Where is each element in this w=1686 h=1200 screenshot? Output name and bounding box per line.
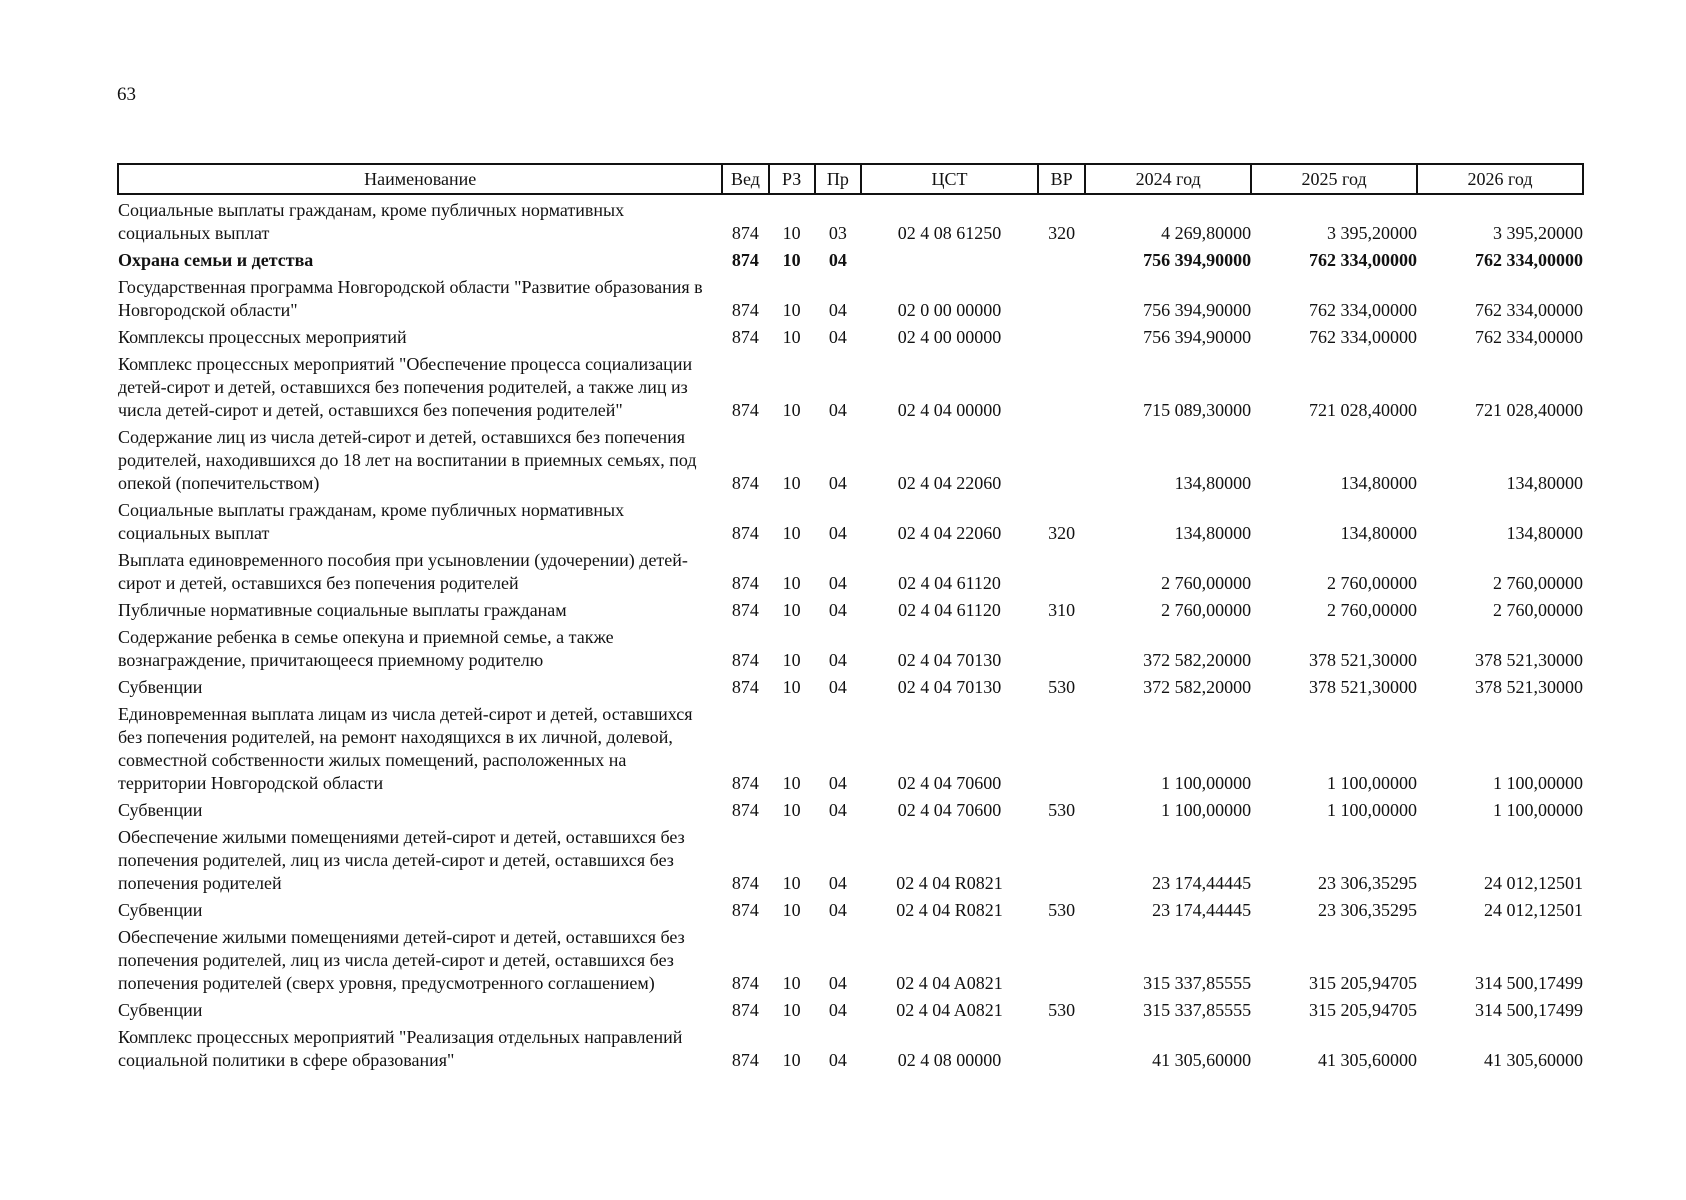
row-cst bbox=[861, 245, 1038, 272]
row-value-2026: 378 521,30000 bbox=[1475, 650, 1583, 670]
row-value-2025: 378 521,30000 bbox=[1309, 650, 1418, 670]
row-value-2025: 2 760,00000 bbox=[1327, 600, 1418, 620]
row-cst: 02 4 04 61120 bbox=[898, 600, 1001, 620]
row-rz: 10 bbox=[782, 573, 801, 593]
row-value-2025: 315 205,94705 bbox=[1309, 973, 1418, 993]
row-rz: 10 bbox=[782, 523, 801, 543]
row-value-2026: 24 012,12501 bbox=[1484, 873, 1583, 893]
row-value-2026: 721 028,40000 bbox=[1475, 400, 1583, 420]
row-rz: 10 bbox=[782, 250, 801, 270]
row-cst: 02 4 04 R0821 bbox=[896, 900, 1003, 920]
row-value-2024: 41 305,60000 bbox=[1152, 1050, 1252, 1070]
row-ved: 874 bbox=[731, 400, 759, 420]
row-rz: 10 bbox=[782, 873, 801, 893]
row-pr: 04 bbox=[828, 473, 847, 493]
row-ved: 874 bbox=[731, 327, 759, 347]
row-cst: 02 4 00 00000 bbox=[897, 327, 1002, 347]
table-row bbox=[118, 495, 1583, 545]
row-ved: 874 bbox=[731, 600, 759, 620]
header-rz: РЗ bbox=[769, 164, 815, 194]
row-name: Обеспечение жилыми помещениями детей-сирот и детей, оставшихся без попечения родителей, лиц из числа детей-сирот и детей, оставшихся без попечения родителей bbox=[118, 827, 685, 893]
row-value-2026: 134,80000 bbox=[1506, 473, 1583, 493]
row-pr: 04 bbox=[828, 1050, 847, 1070]
row-ved: 874 bbox=[731, 223, 759, 243]
table-body bbox=[118, 194, 1583, 1072]
row-rz: 10 bbox=[782, 400, 801, 420]
table-row bbox=[118, 795, 1583, 822]
row-value-2025: 134,80000 bbox=[1340, 473, 1418, 493]
header-2024: 2024 год bbox=[1085, 164, 1251, 194]
row-pr: 04 bbox=[828, 1000, 847, 1020]
row-cst: 02 4 04 A0821 bbox=[896, 973, 1003, 993]
table-row bbox=[118, 194, 1583, 245]
row-name: Комплекс процессных мероприятий "Реализация отдельных направлений социальной политики в сфере образования" bbox=[118, 1027, 683, 1070]
row-value-2026: 41 305,60000 bbox=[1484, 1050, 1583, 1070]
table-row bbox=[118, 1022, 1583, 1072]
row-pr: 04 bbox=[828, 327, 847, 347]
row-value-2024: 134,80000 bbox=[1174, 473, 1252, 493]
row-vr: 320 bbox=[1048, 223, 1076, 243]
row-rz: 10 bbox=[782, 473, 801, 493]
row-rz: 10 bbox=[782, 800, 801, 820]
row-value-2026: 378 521,30000 bbox=[1475, 677, 1583, 697]
row-name: Содержание ребенка в семье опекуна и приемной семье, а также вознаграждение, причитающееся приемному родителю bbox=[118, 627, 614, 670]
row-name: Комплексы процессных мероприятий bbox=[118, 327, 407, 347]
table-row bbox=[118, 699, 1583, 795]
page-number: 63 bbox=[117, 84, 136, 105]
row-value-2024: 134,80000 bbox=[1174, 523, 1252, 543]
row-vr: 310 bbox=[1048, 600, 1076, 620]
table-row bbox=[118, 922, 1583, 995]
table-row bbox=[118, 622, 1583, 672]
row-ved: 874 bbox=[731, 800, 759, 820]
row-name: Социальные выплаты гражданам, кроме публичных нормативных социальных выплат bbox=[118, 200, 625, 243]
row-name: Государственная программа Новгородской области "Развитие образования в Новгородской области" bbox=[118, 277, 703, 320]
row-value-2025: 3 395,20000 bbox=[1327, 223, 1418, 243]
row-cst: 02 4 04 70130 bbox=[897, 677, 1002, 697]
table-row bbox=[118, 595, 1583, 622]
row-ved: 874 bbox=[731, 523, 759, 543]
row-ved: 874 bbox=[731, 473, 759, 493]
row-cst: 02 4 04 70600 bbox=[897, 800, 1002, 820]
row-value-2024: 372 582,20000 bbox=[1143, 650, 1252, 670]
row-pr: 04 bbox=[828, 573, 847, 593]
row-rz: 10 bbox=[782, 1050, 801, 1070]
row-value-2024: 315 337,85555 bbox=[1143, 1000, 1252, 1020]
row-value-2026: 1 100,00000 bbox=[1493, 800, 1583, 820]
row-vr bbox=[1038, 322, 1085, 349]
table-row bbox=[118, 822, 1583, 895]
row-name: Выплата единовременного пособия при усыновлении (удочерении) детей-сирот и детей, оставшихся без попечения родителей bbox=[118, 550, 688, 593]
row-cst: 02 4 08 61250 bbox=[897, 223, 1002, 243]
row-cst: 02 4 04 61120 bbox=[898, 573, 1001, 593]
row-rz: 10 bbox=[782, 300, 801, 320]
row-ved: 874 bbox=[731, 873, 759, 893]
row-vr bbox=[1038, 422, 1085, 495]
row-cst: 02 4 04 70600 bbox=[897, 773, 1002, 793]
row-cst: 02 4 04 22060 bbox=[897, 473, 1002, 493]
table-row bbox=[118, 895, 1583, 922]
table-row bbox=[118, 245, 1583, 272]
row-value-2026: 2 760,00000 bbox=[1493, 573, 1583, 593]
row-ved: 874 bbox=[731, 250, 759, 270]
header-cst: ЦСТ bbox=[861, 164, 1038, 194]
row-vr: 530 bbox=[1048, 1000, 1076, 1020]
row-value-2025: 378 521,30000 bbox=[1309, 677, 1418, 697]
header-vr: ВР bbox=[1038, 164, 1085, 194]
row-pr: 04 bbox=[828, 650, 847, 670]
row-value-2026: 314 500,17499 bbox=[1475, 973, 1583, 993]
row-vr bbox=[1038, 699, 1085, 795]
row-value-2026: 1 100,00000 bbox=[1493, 773, 1583, 793]
row-value-2026: 314 500,17499 bbox=[1475, 1000, 1583, 1020]
row-pr: 03 bbox=[828, 223, 847, 243]
row-name: Содержание лиц из числа детей-сирот и детей, оставшихся без попечения родителей, находившихся до 18 лет на воспитании в приемных семьях, под опекой (попечительством) bbox=[118, 427, 697, 493]
row-rz: 10 bbox=[782, 677, 801, 697]
row-rz: 10 bbox=[782, 223, 801, 243]
row-name: Комплекс процессных мероприятий "Обеспечение процесса социализации детей-сирот и детей, оставшихся без попечения родителей, а также лиц из числа детей-сирот и детей, оставшихся без попечения родителей" bbox=[118, 354, 693, 420]
row-name: Субвенции bbox=[118, 1000, 203, 1020]
row-cst: 02 4 04 22060 bbox=[897, 523, 1002, 543]
row-pr: 04 bbox=[828, 900, 847, 920]
row-value-2024: 2 760,00000 bbox=[1161, 600, 1252, 620]
row-pr: 04 bbox=[828, 523, 847, 543]
row-value-2025: 1 100,00000 bbox=[1327, 800, 1418, 820]
row-value-2026: 762 334,00000 bbox=[1475, 327, 1583, 347]
row-pr: 04 bbox=[828, 300, 847, 320]
header-pr: Пр bbox=[815, 164, 861, 194]
row-vr bbox=[1038, 545, 1085, 595]
row-rz: 10 bbox=[782, 973, 801, 993]
row-cst: 02 4 04 00000 bbox=[897, 400, 1002, 420]
row-value-2024: 1 100,00000 bbox=[1161, 800, 1252, 820]
row-cst: 02 0 00 00000 bbox=[897, 300, 1002, 320]
row-ved: 874 bbox=[731, 1000, 759, 1020]
row-ved: 874 bbox=[731, 900, 759, 920]
row-value-2025: 134,80000 bbox=[1340, 523, 1418, 543]
row-vr bbox=[1038, 349, 1085, 422]
row-rz: 10 bbox=[782, 1000, 801, 1020]
table-row bbox=[118, 672, 1583, 699]
row-ved: 874 bbox=[731, 573, 759, 593]
row-value-2024: 715 089,30000 bbox=[1143, 400, 1252, 420]
row-pr: 04 bbox=[828, 773, 847, 793]
row-name: Публичные нормативные социальные выплаты гражданам bbox=[118, 600, 567, 620]
row-rz: 10 bbox=[782, 773, 801, 793]
row-value-2025: 315 205,94705 bbox=[1309, 1000, 1418, 1020]
row-pr: 04 bbox=[828, 600, 847, 620]
row-vr: 320 bbox=[1048, 523, 1076, 543]
row-value-2025: 23 306,35295 bbox=[1318, 900, 1418, 920]
row-ved: 874 bbox=[731, 1050, 759, 1070]
row-vr: 530 bbox=[1048, 800, 1076, 820]
row-ved: 874 bbox=[731, 677, 759, 697]
row-cst: 02 4 04 A0821 bbox=[896, 1000, 1003, 1020]
row-value-2025: 762 334,00000 bbox=[1309, 250, 1418, 270]
row-value-2024: 2 760,00000 bbox=[1161, 573, 1252, 593]
table-row bbox=[118, 322, 1583, 349]
row-value-2026: 2 760,00000 bbox=[1493, 600, 1583, 620]
row-rz: 10 bbox=[782, 900, 801, 920]
row-vr: 530 bbox=[1048, 900, 1076, 920]
row-pr: 04 bbox=[828, 873, 847, 893]
row-pr: 04 bbox=[828, 973, 847, 993]
row-value-2024: 4 269,80000 bbox=[1161, 223, 1252, 243]
header-2025: 2025 год bbox=[1251, 164, 1417, 194]
row-ved: 874 bbox=[731, 973, 759, 993]
row-ved: 874 bbox=[731, 773, 759, 793]
row-value-2025: 2 760,00000 bbox=[1327, 573, 1418, 593]
row-name: Субвенции bbox=[118, 677, 203, 697]
row-ved: 874 bbox=[731, 650, 759, 670]
row-value-2025: 762 334,00000 bbox=[1309, 327, 1418, 347]
row-value-2026: 762 334,00000 bbox=[1475, 300, 1583, 320]
row-pr: 04 bbox=[828, 400, 847, 420]
row-pr: 04 bbox=[828, 677, 847, 697]
row-value-2026: 24 012,12501 bbox=[1484, 900, 1583, 920]
row-vr: 530 bbox=[1048, 677, 1076, 697]
row-name: Субвенции bbox=[118, 900, 203, 920]
row-value-2024: 1 100,00000 bbox=[1161, 773, 1252, 793]
row-value-2026: 3 395,20000 bbox=[1493, 223, 1583, 243]
row-rz: 10 bbox=[782, 327, 801, 347]
row-value-2024: 756 394,90000 bbox=[1143, 250, 1252, 270]
table-row bbox=[118, 995, 1583, 1022]
budget-table bbox=[117, 163, 1584, 1072]
row-vr bbox=[1038, 245, 1085, 272]
row-value-2024: 23 174,44445 bbox=[1152, 900, 1252, 920]
table-row bbox=[118, 349, 1583, 422]
row-vr bbox=[1038, 622, 1085, 672]
table-row bbox=[118, 272, 1583, 322]
table-header-row bbox=[118, 164, 1583, 194]
row-name: Социальные выплаты гражданам, кроме публичных нормативных социальных выплат bbox=[118, 500, 625, 543]
row-value-2024: 372 582,20000 bbox=[1143, 677, 1252, 697]
row-pr: 04 bbox=[828, 800, 847, 820]
header-2026: 2026 год bbox=[1417, 164, 1583, 194]
row-name: Обеспечение жилыми помещениями детей-сирот и детей, оставшихся без попечения родителей, лиц из числа детей-сирот и детей, оставшихся без попечения родителей (сверх уровня, предусмотренного соглашением) bbox=[118, 927, 685, 993]
header-ved: Вед bbox=[722, 164, 768, 194]
row-value-2025: 23 306,35295 bbox=[1318, 873, 1418, 893]
row-name: Охрана семьи и детства bbox=[118, 250, 314, 270]
row-value-2026: 134,80000 bbox=[1506, 523, 1583, 543]
header-name: Наименование bbox=[118, 164, 722, 194]
row-value-2025: 721 028,40000 bbox=[1309, 400, 1418, 420]
row-cst: 02 4 08 00000 bbox=[897, 1050, 1002, 1070]
row-vr bbox=[1038, 822, 1085, 895]
row-name: Единовременная выплата лицам из числа детей-сирот и детей, оставшихся без попечения родителей, на ремонт находящихся в их личной, долевой, совместной собственности жилых помещений, расположенных на территории Новгородской области bbox=[118, 704, 693, 793]
row-value-2025: 1 100,00000 bbox=[1327, 773, 1418, 793]
row-value-2024: 756 394,90000 bbox=[1143, 300, 1252, 320]
row-vr bbox=[1038, 272, 1085, 322]
row-cst: 02 4 04 70130 bbox=[897, 650, 1002, 670]
row-rz: 10 bbox=[782, 650, 801, 670]
row-value-2025: 762 334,00000 bbox=[1309, 300, 1418, 320]
row-vr bbox=[1038, 1022, 1085, 1072]
row-ved: 874 bbox=[731, 300, 759, 320]
row-value-2024: 23 174,44445 bbox=[1152, 873, 1252, 893]
row-rz: 10 bbox=[782, 600, 801, 620]
row-value-2025: 41 305,60000 bbox=[1318, 1050, 1418, 1070]
row-value-2024: 315 337,85555 bbox=[1143, 973, 1252, 993]
row-name: Субвенции bbox=[118, 800, 203, 820]
row-value-2024: 756 394,90000 bbox=[1143, 327, 1252, 347]
row-pr: 04 bbox=[828, 250, 847, 270]
table-row bbox=[118, 422, 1583, 495]
row-cst: 02 4 04 R0821 bbox=[896, 873, 1003, 893]
row-vr bbox=[1038, 922, 1085, 995]
table-row bbox=[118, 545, 1583, 595]
row-value-2026: 762 334,00000 bbox=[1475, 250, 1583, 270]
